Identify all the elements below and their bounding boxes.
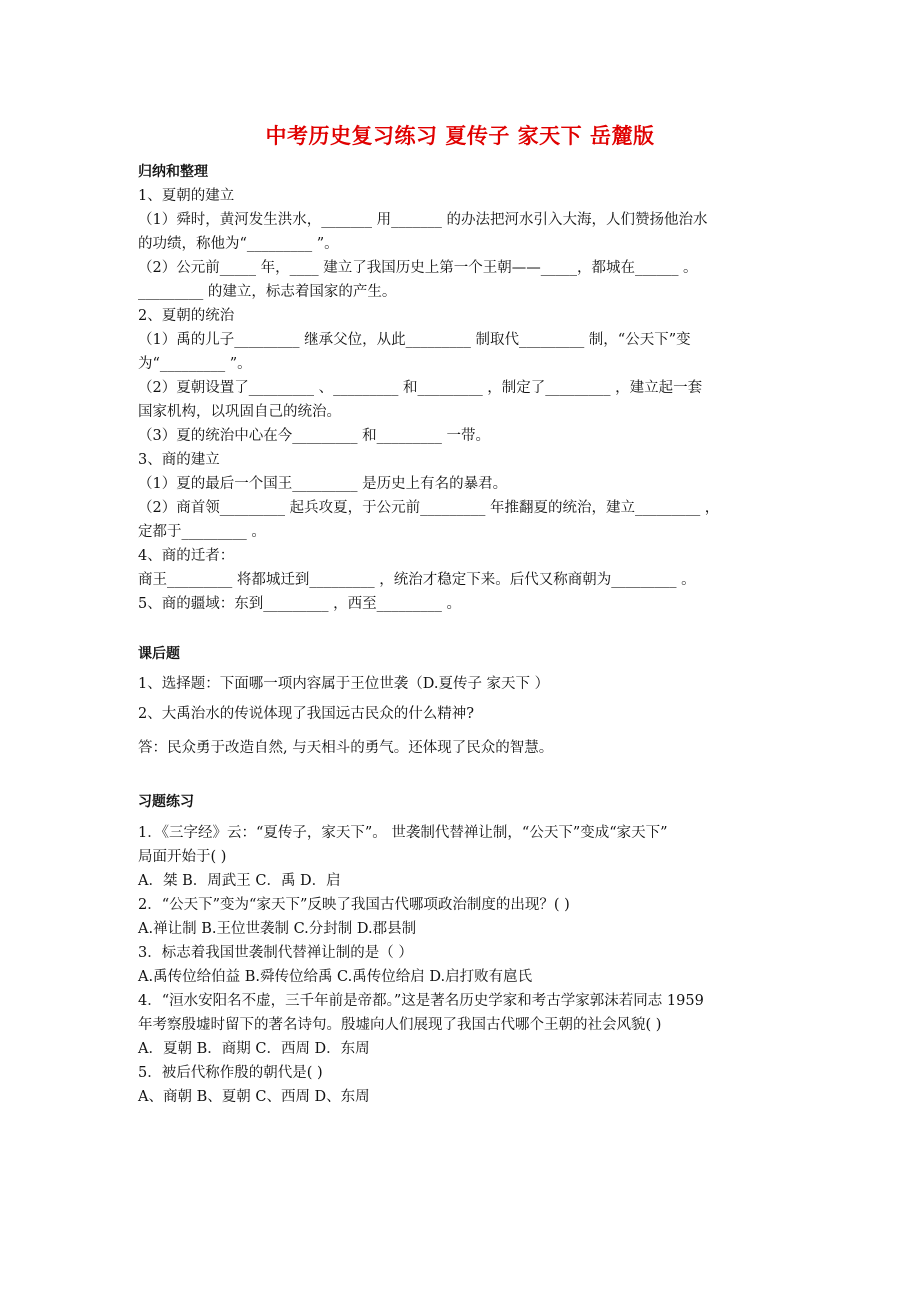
text-line: 国家机构，以巩固自己的统治。	[138, 404, 341, 420]
section-heading-homework: 课后题	[138, 646, 180, 662]
options-line: A．桀 B．周武王 C．禹 D．启	[138, 873, 341, 889]
text-line: 1．《三字经》云：“夏传子，家天下”。 世袭制代替禅让制，“公天下”变成“家天下”	[138, 825, 668, 841]
text-line: 3．标志着我国世袭制代替禅让制的是（ ）	[138, 945, 413, 961]
options-line: A．夏朝 B．商期 C．西周 D．东周	[138, 1041, 370, 1057]
text-line: 2．“公天下”变为“家天下”反映了我国古代哪项政治制度的出现？( )	[138, 897, 570, 913]
options-line: A.禅让制 B.王位世袭制 C.分封制 D.郡县制	[138, 921, 417, 937]
text-line: 2、夏朝的统治	[138, 308, 235, 324]
text-line: （2）商首领_________ 起兵攻夏，于公元前_________ 年推翻夏的统治，建立_________ ，	[138, 500, 720, 516]
text-line: 1、选择题：下面哪一项内容属于王位世袭（D.夏传子 家天下 ）	[138, 676, 550, 692]
text-line: 年考察殷墟时留下的著名诗句。殷墟向人们展现了我国古代哪个王朝的社会风貌( )	[138, 1017, 662, 1033]
text-line: （1）舜时，黄河发生洪水，_______ 用_______ 的办法把河水引入大海，人们赞扬他治水	[138, 212, 708, 228]
text-line: 1、夏朝的建立	[138, 188, 235, 204]
text-line: 3、商的建立	[138, 452, 220, 468]
text-line: 为“_________ ”。	[138, 356, 252, 372]
text-line: （1）夏的最后一个国王_________ 是历史上有名的暴君。	[138, 476, 508, 492]
text-line: 5、商的疆域：东到_________ ，西至_________ 。	[138, 596, 461, 612]
page-title: 中考历史复习练习 夏传子 家天下 岳麓版	[265, 124, 655, 148]
text-line: 4、商的迁者：	[138, 548, 235, 564]
text-line: 的功绩，称他为“_________ ”。	[138, 236, 339, 252]
text-line: 4．“洹水安阳名不虚，三千年前是帝都。”这是著名历史学家和考古学家郭沫若同志 1959	[138, 993, 704, 1009]
text-line: 定都于_________ 。	[138, 524, 266, 540]
text-line: （3）夏的统治中心在今_________ 和_________ 一带。	[138, 428, 490, 444]
text-line: （1）禹的儿子_________ 继承父位，从此_________ 制取代_________ 制，“公天下”变	[138, 332, 691, 348]
options-line: A、商朝 B、夏朝 C、西周 D、东周	[138, 1089, 370, 1105]
answer-line: 答：民众勇于改造自然, 与天相斗的勇气。还体现了民众的智慧。	[138, 740, 554, 756]
section-heading-exercises: 习题练习	[138, 794, 194, 810]
text-line: 2、大禹治水的传说体现了我国远古民众的什么精神?	[138, 706, 474, 722]
section-heading-summary: 归纳和整理	[138, 164, 208, 180]
text-line: 局面开始于( )	[138, 849, 227, 865]
text-line: （2）夏朝设置了_________ 、_________ 和_________ ，制定了_________ ，建立起一套	[138, 380, 703, 396]
text-line: （2）公元前_____ 年，____ 建立了我国历史上第一个王朝——_____，都城在______ 。	[138, 260, 698, 276]
text-line: 5．被后代称作殷的朝代是( )	[138, 1065, 323, 1081]
text-line: 商王_________ 将都城迁到_________ ，统治才稳定下来。后代又称商朝为_________ 。	[138, 572, 696, 588]
options-line: A.禹传位给伯益 B.舜传位给禹 C.禹传位给启 D.启打败有扈氏	[138, 969, 533, 985]
text-line: _________ 的建立，标志着国家的产生。	[138, 284, 397, 300]
